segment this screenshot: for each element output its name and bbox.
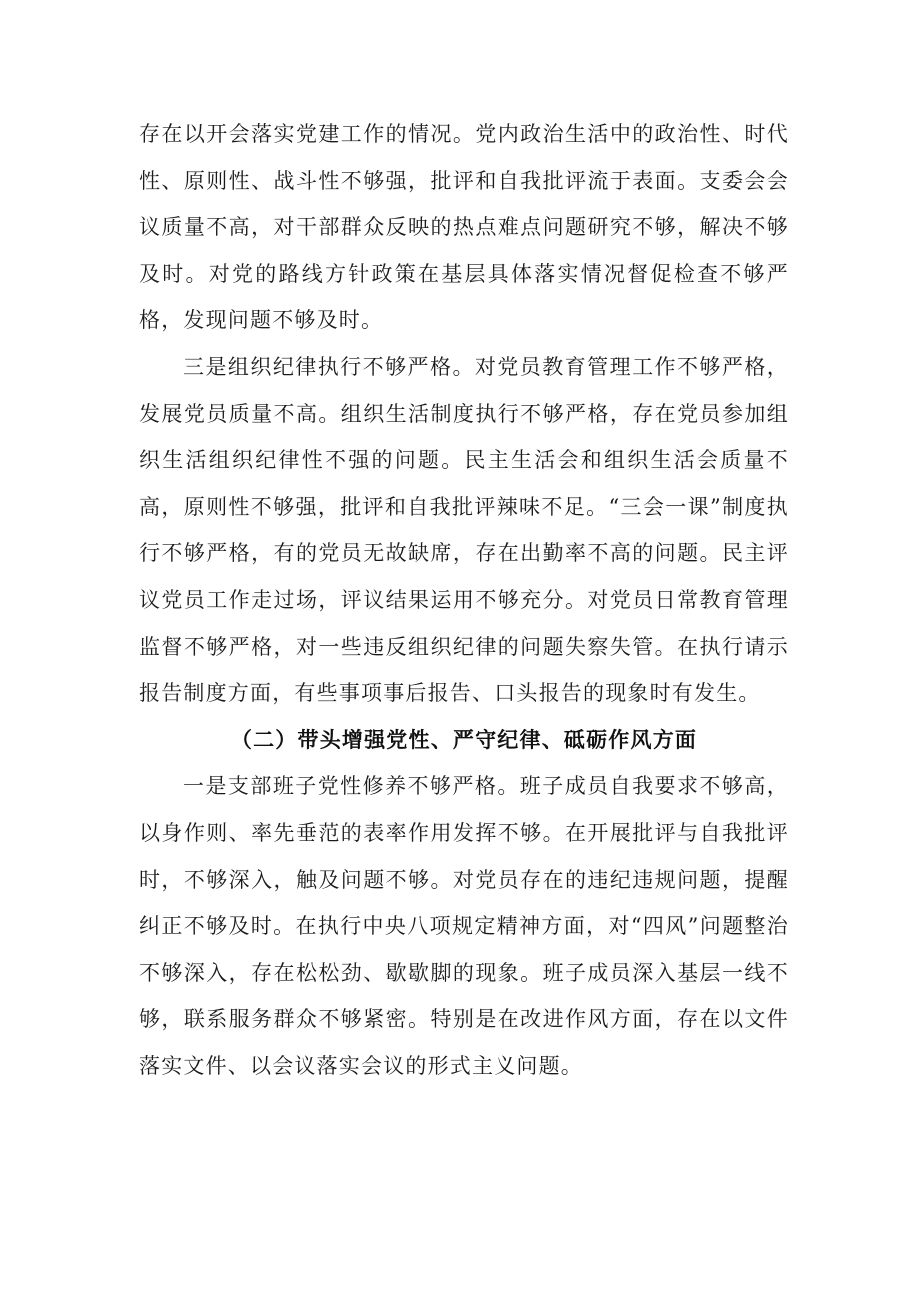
document-body	[139, 111, 789, 1089]
paragraph-continuation: 存在以开会落实党建工作的情况。党内政治生活中的政治性、时代性、原则性、战斗性不够强，批评和自我批评流于表面。支委会会议质量不高，对干部群众反映的热点难点问题研究不够，解决不够及时。对党的路线方针政策在基层具体落实情况督促检查不够严格，发现问题不够及时。	[139, 122, 789, 333]
section-heading: （二）带头增强党性、严守纪律、砥砺作风方面	[230, 727, 698, 752]
paragraph-organizational-discipline: 三是组织纪律执行不够严格。对党员教育管理工作不够严格，发展党员质量不高。组织生活制度执行不够严格，存在党员参加组织生活组织纪律性不强的问题。民主生活会和组织生活会质量不高，原则性不够强，批评和自我批评辣味不足。“三会一课”制度执行不够严格，有的党员无故缺席，存在出勤率不高的问题。民主评议党员工作走过场，评议结果运用不够充分。对党员日常教育管理监督不够严格，对一些违反组织纪律的问题失察失管。在执行请示报告制度方面，有些事项事后报告、口头报告的现象时有发生。	[139, 354, 789, 706]
paragraph-party-spirit: 一是支部班子党性修养不够严格。班子成员自我要求不够高，以身作则、率先垂范的表率作用发挥不够。在开展批评与自我批评时，不够深入，触及问题不够。对党员存在的违纪违规问题，提醒纠正不够及时。在执行中央八项规定精神方面，对“四风”问题整治不够深入，存在松松劲、歇歇脚的现象。班子成员深入基层一线不够，联系服务群众不够紧密。特别是在改进作风方面，存在以文件落实文件、以会议落实会议的形式主义问题。	[139, 774, 789, 1078]
